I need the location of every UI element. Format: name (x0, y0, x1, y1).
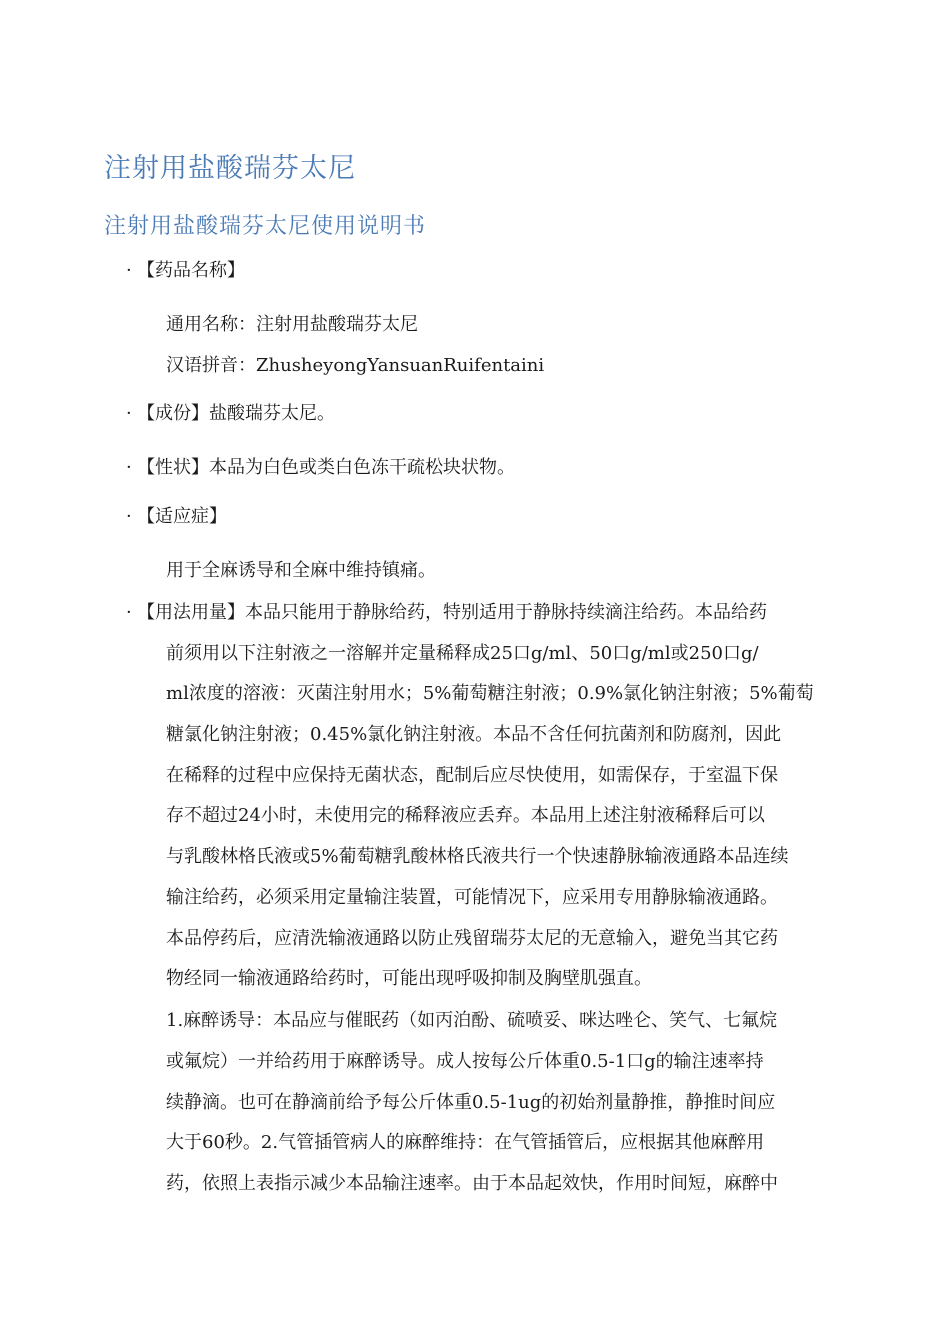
usage-line: 前须用以下注射液之一溶解并定量稀释成25口g/ml、50口g/ml或250口g/ (166, 643, 759, 664)
section-composition: 【成份】盐酸瑞芬太尼。 (137, 403, 335, 424)
usage-line: 在稀释的过程中应保持无菌状态，配制后应尽快使用，如需保存，于室温下保 (166, 765, 778, 786)
usage-line: 糖氯化钠注射液；0.45%氯化钠注射液。本品不含任何抗菌剂和防腐剂，因此 (166, 724, 782, 745)
usage-line: 本品停药后，应清洗输液通路以防止残留瑞芬太尼的无意输入，避免当其它药 (166, 928, 778, 949)
indications-text: 用于全麻诱导和全麻中维持镇痛。 (166, 560, 436, 581)
usage-line: 续静滴。也可在静滴前给予每公斤体重0.5-1ug的初始剂量静推，静推时间应 (166, 1092, 776, 1113)
bullet-marker: · (126, 506, 132, 527)
usage-line: 与乳酸林格氏液或5%葡萄糖乳酸林格氏液共行一个快速静脉输液通路本品连续 (166, 846, 789, 867)
bullet-marker: · (126, 602, 132, 623)
section-indications-header: 【适应症】 (137, 506, 227, 527)
section-usage-header: 【用法用量】本品只能用于静脉给药，特别适用于静脉持续滴注给药。本品给药 (137, 602, 767, 623)
document-subtitle: 注射用盐酸瑞芬太尼使用说明书 (104, 214, 427, 239)
usage-line: 1.麻醉诱导：本品应与催眠药（如丙泊酚、硫喷妥、咪达唑仑、笑气、七氟烷 (166, 1010, 778, 1031)
bullet-marker: · (126, 457, 132, 478)
pinyin-name: 汉语拼音：ZhusheyongYansuanRuifentaini (166, 355, 545, 376)
section-description: 【性状】本品为白色或类白色冻干疏松块状物。 (137, 457, 515, 478)
usage-line: 或氟烷）一并给药用于麻醉诱导。成人按每公斤体重0.5-1口g的输注速率持 (166, 1051, 764, 1072)
document-title: 注射用盐酸瑞芬太尼 (104, 153, 356, 184)
usage-line: 输注给药，必须采用定量输注装置，可能情况下，应采用专用静脉输液通路。 (166, 887, 778, 908)
section-name-header: 【药品名称】 (137, 260, 245, 281)
usage-line: 存不超过24小时，未使用完的稀释液应丢弃。本品用上述注射液稀释后可以 (166, 805, 765, 826)
bullet-marker: · (126, 403, 132, 424)
usage-line: ml浓度的溶液：灭菌注射用水；5%葡萄糖注射液；0.9%氯化钠注射液；5%葡萄 (166, 683, 814, 704)
usage-line: 药，依照上表指示减少本品输注速率。由于本品起效快，作用时间短，麻醉中 (166, 1173, 778, 1194)
generic-name: 通用名称：注射用盐酸瑞芬太尼 (166, 314, 418, 335)
usage-line: 大于60秒。2.气管插管病人的麻醉维持：在气管插管后，应根据其他麻醉用 (166, 1132, 765, 1153)
usage-line: 物经同一输液通路给药时，可能出现呼吸抑制及胸壁肌强直。 (166, 968, 652, 989)
bullet-marker: · (126, 260, 132, 281)
